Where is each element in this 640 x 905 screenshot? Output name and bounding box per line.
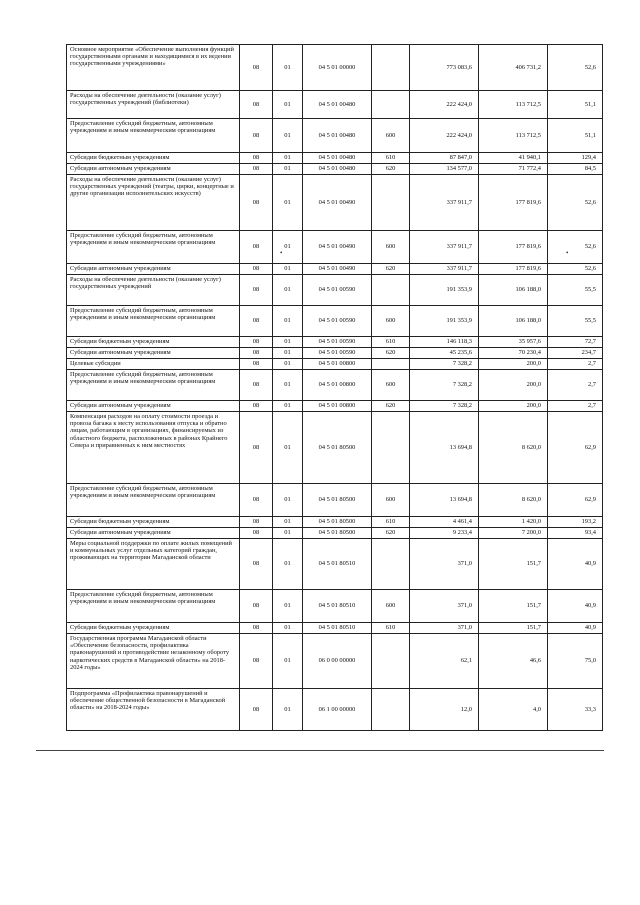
cell-target-article: 04 5 01 80500 (303, 412, 372, 484)
cell-plan: 87 847,0 (410, 153, 479, 164)
cell-subsection: 01 (273, 401, 303, 412)
cell-name: Меры социальной поддержки по оплате жилых помещений и коммунальных услуг отдельных категорий граждан, проживающих на территории Магаданской области (67, 539, 240, 590)
cell-target-article: 04 5 01 00590 (303, 337, 372, 348)
cell-plan: 7 328,2 (410, 401, 479, 412)
cell-percent: 2,7 (548, 359, 603, 370)
table-row (67, 484, 603, 517)
cell-expense-type: 600 (372, 484, 410, 517)
cell-subsection: 01 (273, 539, 303, 590)
cell-name: Субсидии автономным учреждениям (67, 348, 240, 359)
cell-actual: 113 712,5 (479, 91, 548, 119)
cell-expense-type: 600 (372, 370, 410, 401)
cell-section: 08 (240, 119, 273, 153)
cell-percent: 193,2 (548, 517, 603, 528)
cell-section: 08 (240, 45, 273, 91)
cell-subsection: 01 (273, 153, 303, 164)
cell-name: Субсидии автономным учреждениям (67, 401, 240, 412)
cell-expense-type: 620 (372, 164, 410, 175)
table-row (67, 401, 603, 412)
cell-subsection: 01 (273, 623, 303, 634)
cell-section: 08 (240, 528, 273, 539)
table-row (67, 231, 603, 264)
cell-section: 08 (240, 164, 273, 175)
cell-expense-type (372, 275, 410, 306)
cell-plan: 191 353,9 (410, 306, 479, 337)
cell-section: 08 (240, 231, 273, 264)
cell-actual: 8 620,0 (479, 484, 548, 517)
cell-expense-type: 620 (372, 348, 410, 359)
cell-actual: 151,7 (479, 590, 548, 623)
cell-percent: 93,4 (548, 528, 603, 539)
cell-actual: 406 731,2 (479, 45, 548, 91)
cell-plan: 12,0 (410, 689, 479, 731)
cell-actual: 200,0 (479, 370, 548, 401)
table-row (67, 539, 603, 590)
table-row (67, 275, 603, 306)
cell-section: 08 (240, 401, 273, 412)
cell-name: Расходы на обеспечение деятельности (оказание услуг) государственных учреждений (библиотеки) (67, 91, 240, 119)
cell-plan: 773 083,6 (410, 45, 479, 91)
cell-subsection: 01 (273, 275, 303, 306)
cell-subsection: 01 (273, 348, 303, 359)
cell-subsection: 01 (273, 337, 303, 348)
cell-percent: 52,6 (548, 45, 603, 91)
table-row (67, 634, 603, 689)
cell-actual: 35 957,6 (479, 337, 548, 348)
cell-plan: 9 233,4 (410, 528, 479, 539)
cell-target-article: 04 5 01 00000 (303, 45, 372, 91)
cell-subsection: 01 (273, 517, 303, 528)
cell-expense-type: 610 (372, 153, 410, 164)
cell-target-article: 04 5 01 80510 (303, 539, 372, 590)
cell-expense-type (372, 175, 410, 231)
cell-name: Субсидии бюджетным учреждениям (67, 153, 240, 164)
cell-plan: 337 911,7 (410, 231, 479, 264)
cell-expense-type: 620 (372, 264, 410, 275)
cell-actual: 151,7 (479, 539, 548, 590)
cell-section: 08 (240, 275, 273, 306)
cell-subsection: 01 (273, 634, 303, 689)
cell-section: 08 (240, 306, 273, 337)
cell-target-article: 04 5 01 00800 (303, 359, 372, 370)
cell-expense-type (372, 91, 410, 119)
cell-percent: 234,7 (548, 348, 603, 359)
cell-subsection: 01 (273, 264, 303, 275)
cell-target-article: 04 5 01 00480 (303, 164, 372, 175)
cell-percent: 52,6 (548, 264, 603, 275)
cell-expense-type (372, 45, 410, 91)
cell-actual: 1 420,0 (479, 517, 548, 528)
cell-percent: 62,9 (548, 484, 603, 517)
cell-target-article: 06 0 00 00000 (303, 634, 372, 689)
cell-name: Предоставление субсидий бюджетным, автономным учреждениям и иным некоммерческим организациям (67, 484, 240, 517)
cell-name: Предоставление субсидий бюджетным, автономным учреждениям и иным некоммерческим организациям (67, 231, 240, 264)
cell-expense-type: 610 (372, 337, 410, 348)
cell-actual: 200,0 (479, 359, 548, 370)
table-row (67, 164, 603, 175)
table-row (67, 590, 603, 623)
cell-actual: 46,6 (479, 634, 548, 689)
cell-plan: 134 577,0 (410, 164, 479, 175)
cell-actual: 177 819,6 (479, 231, 548, 264)
cell-section: 08 (240, 153, 273, 164)
budget-table (66, 44, 603, 731)
cell-subsection: 01 (273, 164, 303, 175)
cell-name: Расходы на обеспечение деятельности (оказание услуг) государственных учреждений (67, 275, 240, 306)
cell-expense-type: 600 (372, 231, 410, 264)
cell-percent: 129,4 (548, 153, 603, 164)
cell-section: 08 (240, 348, 273, 359)
cell-section: 08 (240, 359, 273, 370)
cell-actual: 41 940,1 (479, 153, 548, 164)
cell-actual: 177 819,6 (479, 264, 548, 275)
cell-expense-type: 610 (372, 517, 410, 528)
cell-section: 08 (240, 370, 273, 401)
cell-percent: 40,9 (548, 590, 603, 623)
cell-actual: 200,0 (479, 401, 548, 412)
cell-target-article: 04 5 01 80500 (303, 517, 372, 528)
cell-expense-type: 610 (372, 623, 410, 634)
cell-name: Целевые субсидии (67, 359, 240, 370)
cell-name: Государственная программа Магаданской области «Обеспечение безопасности, профилактика правонарушений и противодействие незаконному обороту наркотических средств в Магаданской области» на 2018-2024 годы» (67, 634, 240, 689)
cell-target-article: 04 5 01 80510 (303, 590, 372, 623)
cell-subsection: 01 (273, 359, 303, 370)
cell-actual: 4,0 (479, 689, 548, 731)
cell-percent: 52,6 (548, 231, 603, 264)
cell-percent: 55,5 (548, 275, 603, 306)
cell-name: Подпрограмма «Профилактика правонарушений и обеспечение общественной безопасности в Магаданской области» на 2018-2024 годы» (67, 689, 240, 731)
table-row (67, 623, 603, 634)
cell-target-article: 04 5 01 00480 (303, 153, 372, 164)
cell-subsection: 01 (273, 370, 303, 401)
cell-expense-type (372, 634, 410, 689)
cell-section: 08 (240, 91, 273, 119)
cell-section: 08 (240, 689, 273, 731)
cell-name: Предоставление субсидий бюджетным, автономным учреждениям и иным некоммерческим организациям (67, 306, 240, 337)
cell-expense-type: 600 (372, 590, 410, 623)
table-row (67, 175, 603, 231)
table-row (67, 337, 603, 348)
cell-name: Субсидии автономным учреждениям (67, 264, 240, 275)
table-row (67, 412, 603, 484)
table-row (67, 45, 603, 91)
cell-percent: 33,3 (548, 689, 603, 731)
cell-plan: 222 424,0 (410, 119, 479, 153)
cell-actual: 7 200,0 (479, 528, 548, 539)
cell-plan: 371,0 (410, 539, 479, 590)
cell-section: 08 (240, 264, 273, 275)
table-row (67, 517, 603, 528)
cell-subsection: 01 (273, 689, 303, 731)
cell-section: 08 (240, 623, 273, 634)
cell-expense-type (372, 359, 410, 370)
cell-actual: 177 819,6 (479, 175, 548, 231)
table-row (67, 306, 603, 337)
cell-plan: 222 424,0 (410, 91, 479, 119)
cell-plan: 13 694,8 (410, 412, 479, 484)
cell-plan: 45 235,6 (410, 348, 479, 359)
cell-name: Основное мероприятие «Обеспечение выполнения функций государственными органами и находящимися в их ведении государственными учреждениями» (67, 45, 240, 91)
table-row (67, 370, 603, 401)
cell-section: 08 (240, 517, 273, 528)
cell-section: 08 (240, 337, 273, 348)
cell-expense-type: 600 (372, 306, 410, 337)
cell-plan: 371,0 (410, 590, 479, 623)
cell-subsection: 01 (273, 175, 303, 231)
table-row (67, 689, 603, 731)
cell-target-article: 04 5 01 80510 (303, 623, 372, 634)
cell-target-article: 04 5 01 00800 (303, 370, 372, 401)
table-row (67, 153, 603, 164)
cell-name: Предоставление субсидий бюджетным, автономным учреждениям и иным некоммерческим организациям (67, 370, 240, 401)
cell-actual: 8 620,0 (479, 412, 548, 484)
cell-actual: 70 230,4 (479, 348, 548, 359)
cell-actual: 113 712,5 (479, 119, 548, 153)
cell-name: Субсидии бюджетным учреждениям (67, 623, 240, 634)
cell-section: 08 (240, 539, 273, 590)
cell-percent: 51,1 (548, 119, 603, 153)
cell-plan: 191 353,9 (410, 275, 479, 306)
cell-actual: 106 188,0 (479, 306, 548, 337)
cell-subsection: 01 (273, 306, 303, 337)
table-row (67, 119, 603, 153)
cell-target-article: 04 5 01 00490 (303, 175, 372, 231)
cell-section: 08 (240, 175, 273, 231)
cell-subsection: 01 (273, 590, 303, 623)
cell-expense-type (372, 539, 410, 590)
cell-percent: 40,9 (548, 623, 603, 634)
cell-actual: 106 188,0 (479, 275, 548, 306)
cell-section: 08 (240, 590, 273, 623)
cell-expense-type (372, 689, 410, 731)
cell-target-article: 04 5 01 00590 (303, 275, 372, 306)
cell-plan: 7 328,2 (410, 370, 479, 401)
cell-subsection: 01 (273, 231, 303, 264)
table-body (67, 45, 603, 731)
cell-subsection: 01 (273, 119, 303, 153)
cell-name: Предоставление субсидий бюджетным, автономным учреждениям и иным некоммерческим организациям (67, 119, 240, 153)
cell-target-article: 04 5 01 00480 (303, 119, 372, 153)
cell-percent: 72,7 (548, 337, 603, 348)
cell-expense-type: 600 (372, 119, 410, 153)
cell-target-article: 04 5 01 80500 (303, 528, 372, 539)
cell-subsection: 01 (273, 412, 303, 484)
cell-expense-type: 620 (372, 401, 410, 412)
cell-target-article: 06 1 00 00000 (303, 689, 372, 731)
cell-percent: 55,5 (548, 306, 603, 337)
cell-plan: 371,0 (410, 623, 479, 634)
table-row (67, 264, 603, 275)
cell-percent: 2,7 (548, 370, 603, 401)
cell-section: 08 (240, 634, 273, 689)
cell-percent: 40,9 (548, 539, 603, 590)
table-row (67, 359, 603, 370)
cell-target-article: 04 5 01 00800 (303, 401, 372, 412)
cell-percent: 75,0 (548, 634, 603, 689)
cell-target-article: 04 5 01 00490 (303, 231, 372, 264)
cell-target-article: 04 5 01 00480 (303, 91, 372, 119)
cell-name: Субсидии автономным учреждениям (67, 164, 240, 175)
table-row (67, 91, 603, 119)
cell-target-article: 04 5 01 00590 (303, 348, 372, 359)
cell-expense-type (372, 412, 410, 484)
cell-target-article: 04 5 01 00490 (303, 264, 372, 275)
cell-plan: 337 911,7 (410, 264, 479, 275)
cell-percent: 2,7 (548, 401, 603, 412)
table-row (67, 528, 603, 539)
scan-mark: • (566, 249, 569, 257)
cell-percent: 84,5 (548, 164, 603, 175)
cell-section: 08 (240, 412, 273, 484)
cell-name: Субсидии автономным учреждениям (67, 528, 240, 539)
cell-target-article: 04 5 01 00590 (303, 306, 372, 337)
cell-subsection: 01 (273, 484, 303, 517)
cell-subsection: 01 (273, 45, 303, 91)
cell-name: Расходы на обеспечение деятельности (оказание услуг) государственных учреждений (театры, цирки, концертные и другие организации исполнительских искусств) (67, 175, 240, 231)
cell-percent: 51,1 (548, 91, 603, 119)
cell-percent: 62,9 (548, 412, 603, 484)
cell-name: Предоставление субсидий бюджетным, автономным учреждениям и иным некоммерческим организациям (67, 590, 240, 623)
cell-percent: 52,6 (548, 175, 603, 231)
scan-mark: • (280, 249, 283, 257)
cell-section: 08 (240, 484, 273, 517)
cell-actual: 151,7 (479, 623, 548, 634)
cell-name: Субсидии бюджетным учреждениям (67, 337, 240, 348)
cell-target-article: 04 5 01 80500 (303, 484, 372, 517)
cell-plan: 62,1 (410, 634, 479, 689)
cell-name: Субсидии бюджетным учреждениям (67, 517, 240, 528)
cell-plan: 4 461,4 (410, 517, 479, 528)
page-bottom-rule (36, 750, 604, 751)
cell-name: Компенсация расходов на оплату стоимости проезда и провоза багажа к месту использования отпуска и обратно лицам, работающим в организациях, финансируемых из областного бюджета, расположенных в районах Крайнего Севера и приравненных к ним местностях (67, 412, 240, 484)
table-row (67, 348, 603, 359)
cell-plan: 146 118,3 (410, 337, 479, 348)
cell-plan: 7 328,2 (410, 359, 479, 370)
cell-subsection: 01 (273, 91, 303, 119)
cell-actual: 71 772,4 (479, 164, 548, 175)
cell-subsection: 01 (273, 528, 303, 539)
cell-expense-type: 620 (372, 528, 410, 539)
cell-plan: 13 694,8 (410, 484, 479, 517)
cell-plan: 337 911,7 (410, 175, 479, 231)
